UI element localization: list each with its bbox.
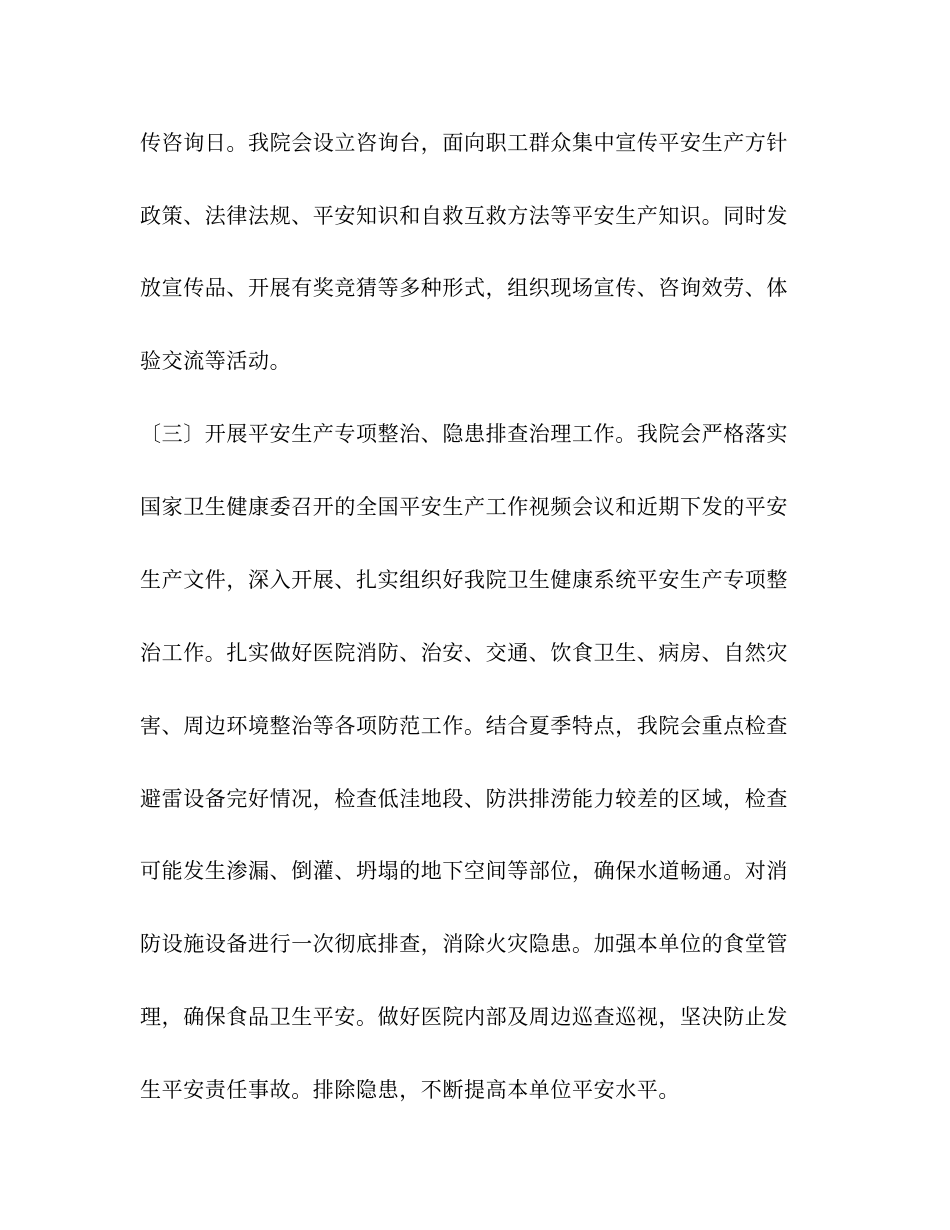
paragraph-line: 生平安责任事故。排除隐患，不断提高本单位平安水平。 bbox=[140, 1078, 680, 1102]
paragraph-line: 传咨询日。我院会设立咨询台，面向职工群众集中宣传平安生产方针 bbox=[140, 131, 788, 155]
paragraph-line: 防设施设备进行一次彻底排查，消除火灾隐患。加强本单位的食堂管 bbox=[140, 932, 788, 956]
paragraph-line: 政策、法律法规、平安知识和自救互救方法等平安生产知识。同时发 bbox=[140, 204, 788, 228]
paragraph-line: 放宣传品、开展有奖竞猜等多种形式，组织现场宣传、咨询效劳、体 bbox=[140, 276, 788, 300]
paragraph-line: 治工作。扎实做好医院消防、治安、交通、饮食卫生、病房、自然灾 bbox=[140, 641, 788, 665]
paragraph-line: 生产文件，深入开展、扎实组织好我院卫生健康系统平安生产专项整 bbox=[140, 568, 788, 592]
section-heading-line: 〔三〕开展平安生产专项整治、隐患排查治理工作。我院会严格落实 bbox=[140, 422, 788, 446]
paragraph-line: 理，确保食品卫生平安。做好医院内部及周边巡查巡视，坚决防止发 bbox=[140, 1005, 788, 1029]
paragraph-line: 害、周边环境整治等各项防范工作。结合夏季特点，我院会重点检查 bbox=[140, 714, 788, 738]
paragraph-line: 避雷设备完好情况，检查低洼地段、防洪排涝能力较差的区域，检查 bbox=[140, 787, 788, 811]
paragraph-line: 验交流等活动。 bbox=[140, 349, 292, 373]
paragraph-line: 国家卫生健康委召开的全国平安生产工作视频会议和近期下发的平安 bbox=[140, 495, 788, 519]
paragraph-line: 可能发生渗漏、倒灌、坍塌的地下空间等部位，确保水道畅通。对消 bbox=[140, 859, 788, 883]
